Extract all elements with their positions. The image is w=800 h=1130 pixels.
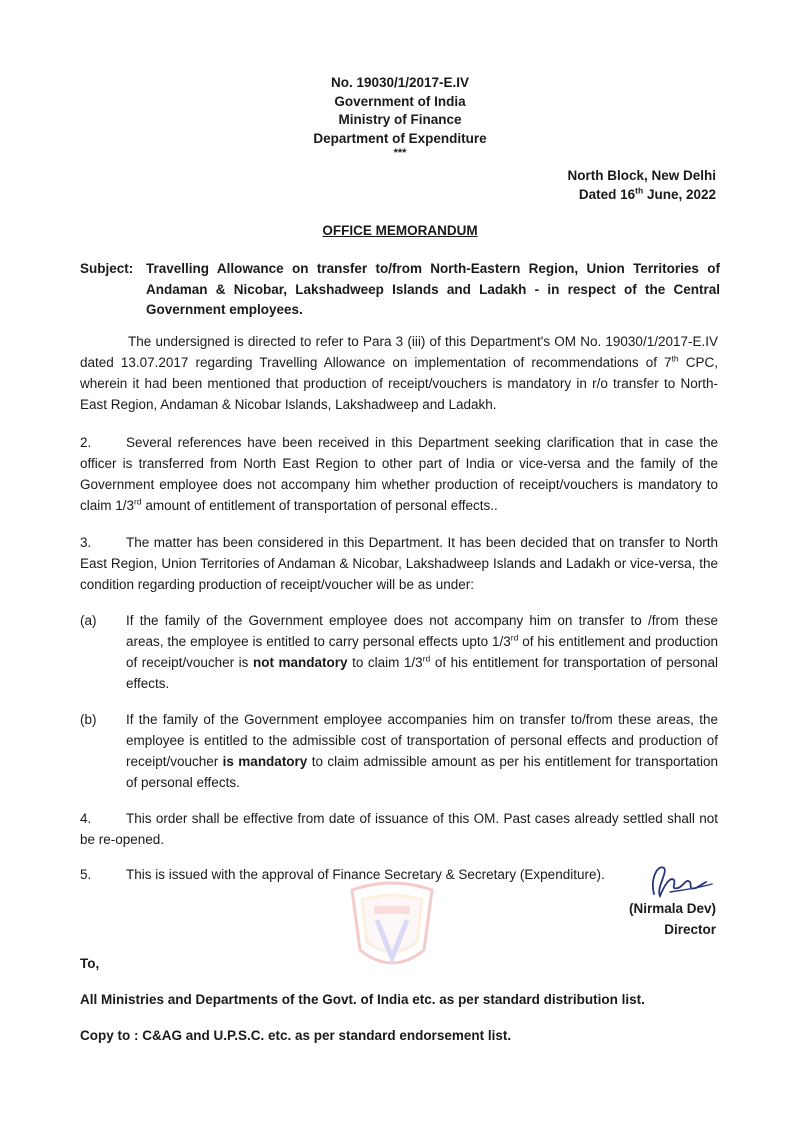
clause-a-body <box>126 610 718 694</box>
subject-label: Subject: <box>80 261 134 276</box>
para2-sup: rd <box>134 496 142 507</box>
clause-a-sup-1: rd <box>510 632 519 643</box>
date-sup: th <box>635 185 644 196</box>
signatory-block <box>629 898 716 940</box>
subject-text: Travelling Allowance on transfer to/from North-Eastern Region, Union Territories of Andaman & Nicobar, Lakshadweep Islands and Ladakh - in respect of the Central Government employees. <box>146 261 720 317</box>
addressee-to: To, <box>80 956 100 971</box>
memorandum-title: OFFICE MEMORANDUM <box>322 223 478 238</box>
clause-a-text-2: of his entitlement and production of receipt/voucher is <box>126 634 718 670</box>
distribution-line: All Ministries and Departments of the Govt. of India etc. as per standard distribution list. <box>80 992 645 1007</box>
signature-scribble <box>640 858 720 900</box>
clause-b-text-2: to claim admissible amount as per his entitlement for transportation of personal effects. <box>126 754 718 790</box>
ministry-line: Ministry of Finance <box>338 112 462 127</box>
signatory-designation: Director <box>664 922 716 937</box>
header-stars: *** <box>393 147 407 159</box>
subject-block <box>80 259 720 321</box>
date-prefix: Dated 16 <box>578 187 636 202</box>
para1-text-b: CPC, wherein it had been mentioned that production of receipt/vouchers is mandatory in r/o transfer to North-East Region, Andaman & Nicobar Islands, Lakshadweep and Ladakh. <box>80 355 718 412</box>
para2-text-b: amount of entitlement of transportation of personal effects.. <box>141 498 498 513</box>
place: North Block, New Delhi <box>567 168 716 183</box>
date-suffix: June, 2022 <box>643 187 716 202</box>
clause-b-mark: (b) <box>80 712 97 727</box>
clause-a-bold: not mandatory <box>252 655 348 670</box>
para5-text: This is issued with the approval of Finance Secretary & Secretary (Expenditure). <box>126 867 605 882</box>
department-line: Department of Expenditure <box>313 130 487 146</box>
clause-a-sup-2: rd <box>422 653 431 664</box>
paragraph-1 <box>80 331 718 415</box>
paragraph-4 <box>80 808 718 850</box>
clause-a-text-1: If the family of the Government employee does not accompany him on transfer to /from these areas, the employee is entitled to carry personal effects upto 1/3 <box>126 613 718 649</box>
signatory-name: (Nirmala Dev) <box>628 901 716 916</box>
paragraph-2 <box>80 432 718 516</box>
clause-a-mark: (a) <box>80 613 97 628</box>
clause-a <box>80 610 718 694</box>
clause-a-text-3: to claim 1/3 <box>347 655 423 670</box>
para4-number: 4. <box>80 811 92 826</box>
paragraph-3 <box>80 532 718 595</box>
para5-number: 5. <box>80 867 92 882</box>
clause-b-text-1: If the family of the Government employee accompanies him on transfer to/from these areas, the employee is entitled to the admissible cost of transportation of personal effects and production of receipt/voucher <box>126 712 718 769</box>
place-and-date <box>567 166 716 204</box>
document-header <box>0 74 800 158</box>
para1-text-a: The undersigned is directed to refer to Para 3 (iii) of this Department's OM No. 19030/1/2017-E.IV dated 13.07.2017 regarding Travelling Allowance on implementation of recommendations of 7 <box>80 334 718 370</box>
para4-text: This order shall be effective from date of issuance of this OM. Past cases already settled shall not be re-opened. <box>80 811 718 847</box>
reference-number: No. 19030/1/2017-E.IV <box>330 75 470 90</box>
para1-sup: th <box>671 353 679 364</box>
para2-text-a: Several references have been received in this Department seeking clarification that in case the officer is transferred from North East Region to other part of India or vice-versa and the family of the Government employee does not accompany him whether production of receipt/vouchers is mandatory to claim 1/3 <box>80 435 718 513</box>
date <box>567 185 716 204</box>
paragraph-5 <box>80 864 620 885</box>
clause-b-body <box>126 709 718 793</box>
government-line: Government of India <box>334 93 466 109</box>
emblem-watermark <box>332 880 452 980</box>
clause-a-text-4: of his entitlement for transportation of personal effects. <box>126 655 719 691</box>
para2-number: 2. <box>80 435 92 450</box>
para3-text: The matter has been considered in this Department. It has been decided that on transfer to North East Region, Union Territories of Andaman & Nicobar, Lakshadweep Islands and Ladakh or vice-versa, the condition regarding production of receipt/voucher will be as under: <box>80 535 718 592</box>
copy-to-line: Copy to : C&AG and U.P.S.C. etc. as per standard endorsement list. <box>80 1028 512 1043</box>
para3-number: 3. <box>80 535 92 550</box>
clause-b-bold: is mandatory <box>222 754 308 769</box>
clause-b <box>80 709 718 793</box>
